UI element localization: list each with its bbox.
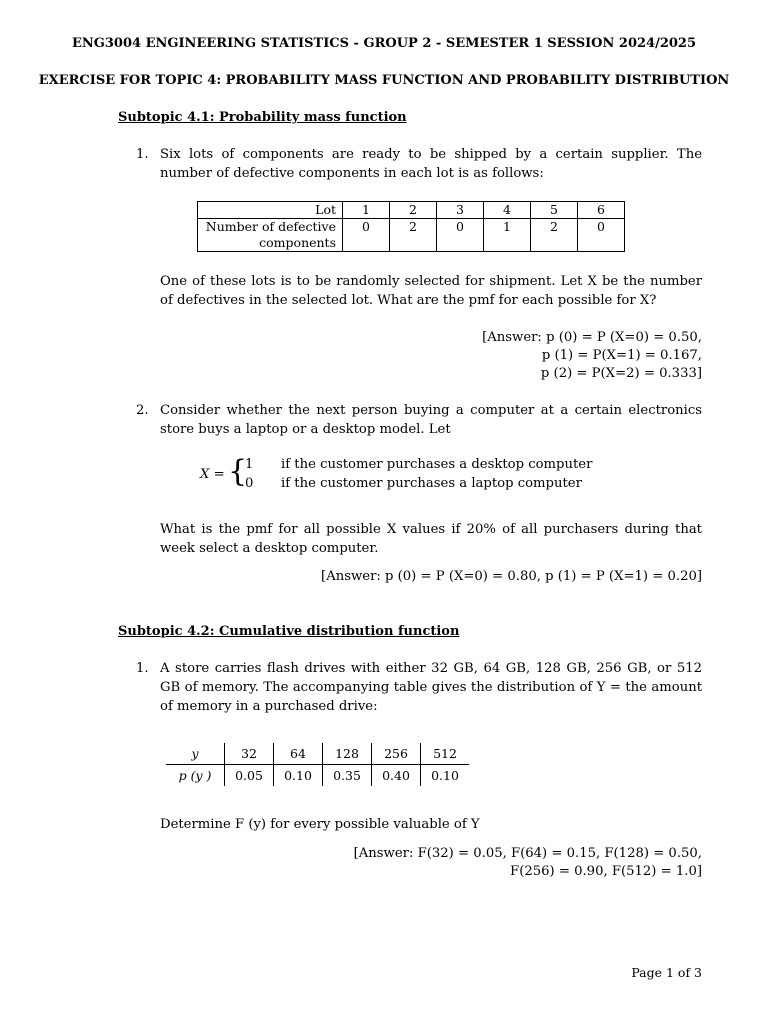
brace-icon: { [228,454,248,489]
table-label-py: p (y ) [178,768,212,783]
q1-answer-line-2: p (1) = P(X=1) = 0.167, [541,348,702,363]
q1-text: Six lots of components are ready to be shipped by a certain supplier. The number of defective components in each lot is as follows: [160,147,702,182]
case-1-value: 1 [245,457,254,472]
table-cell: 32 [225,743,274,765]
table-label-lot: Lot [198,202,343,219]
table-cell: 0 [578,219,625,252]
q3-number: 1. [136,661,149,676]
table-cell: 1 [484,219,531,252]
subtopic-4-2-title: Subtopic 4.2: Cumulative distribution function [118,624,460,639]
table-cell: 4 [484,202,531,219]
table-label-defects-a: Number of defective [205,219,336,234]
table-row [166,765,469,787]
course-header: ENG3004 ENGINEERING STATISTICS - GROUP 2 - SEMESTER 1 SESSION 2024/2025 [71,36,697,51]
table-row [198,219,625,252]
page-number: Page 1 of 3 [631,965,702,980]
table-label-defects-b: components [259,235,336,250]
case-2-value: 0 [245,476,254,491]
q2-number: 2. [136,403,149,418]
table-cell: 2 [390,219,437,252]
table-cell: 64 [274,743,323,765]
subtopic-4-1-title: Subtopic 4.1: Probability mass function [118,110,407,125]
defects-table [197,201,625,252]
table-row [198,202,625,219]
table-row [166,743,469,765]
table-cell: 0 [343,219,390,252]
table-cell: 1 [343,202,390,219]
case-1-text: if the customer purchases a desktop computer [281,457,593,472]
table-cell: 512 [421,743,470,765]
table-cell: 256 [372,743,421,765]
q1-number: 1. [136,147,149,162]
q3-answer-line-2: F(256) = 0.90, F(512) = 1.0] [510,864,702,879]
table-cell: 0 [437,219,484,252]
table-cell: 2 [531,219,578,252]
table-cell: 0.35 [323,765,372,787]
table-cell: 0.40 [372,765,421,787]
table-label-y: y [166,743,225,765]
table-cell: 2 [390,202,437,219]
q1-answer-line-3: p (2) = P(X=2) = 0.333] [540,366,702,381]
table-cell: 6 [578,202,625,219]
q2-answer: [Answer: p (0) = P (X=0) = 0.80, p (1) = P (X=1) = 0.20] [321,569,702,584]
table-cell: 0.10 [421,765,470,787]
case-2-text: if the customer purchases a laptop computer [281,476,582,491]
q3-text: A store carries flash drives with either 32 GB, 64 GB, 128 GB, 256 GB, or 512 GB of memory. The accompanying table gives the distribution of Y = the amount of memory in a purchased drive: [160,661,702,715]
q3-answer-line-1: [Answer: F(32) = 0.05, F(64) = 0.15, F(128) = 0.50, [353,846,702,861]
table-cell: 0.10 [274,765,323,787]
exercise-title: EXERCISE FOR TOPIC 4: PROBABILITY MASS FUNCTION AND PROBABILITY DISTRIBUTION [38,73,730,88]
table-cell: 128 [323,743,372,765]
q2-text-2: What is the pmf for all possible X values if 20% of all purchasers during that week select a desktop computer. [160,522,702,557]
q3-text-2: Determine F (y) for every possible valuable of Y [160,817,480,832]
table-cell: 0.05 [225,765,274,787]
q1-text-2: One of these lots is to be randomly selected for shipment. Let X be the number of defectives in the selected lot. What are the pmf for each possible for X? [160,274,702,309]
q1-answer-line-1: [Answer: p (0) = P (X=0) = 0.50, [482,330,702,345]
q2-text: Consider whether the next person buying a computer at a certain electronics store buys a laptop or a desktop model. Let [160,403,702,438]
memory-distribution-table [166,743,469,786]
table-cell: 3 [437,202,484,219]
table-label-defects [198,219,343,252]
table-cell: 5 [531,202,578,219]
x-equals: X = [200,467,225,482]
